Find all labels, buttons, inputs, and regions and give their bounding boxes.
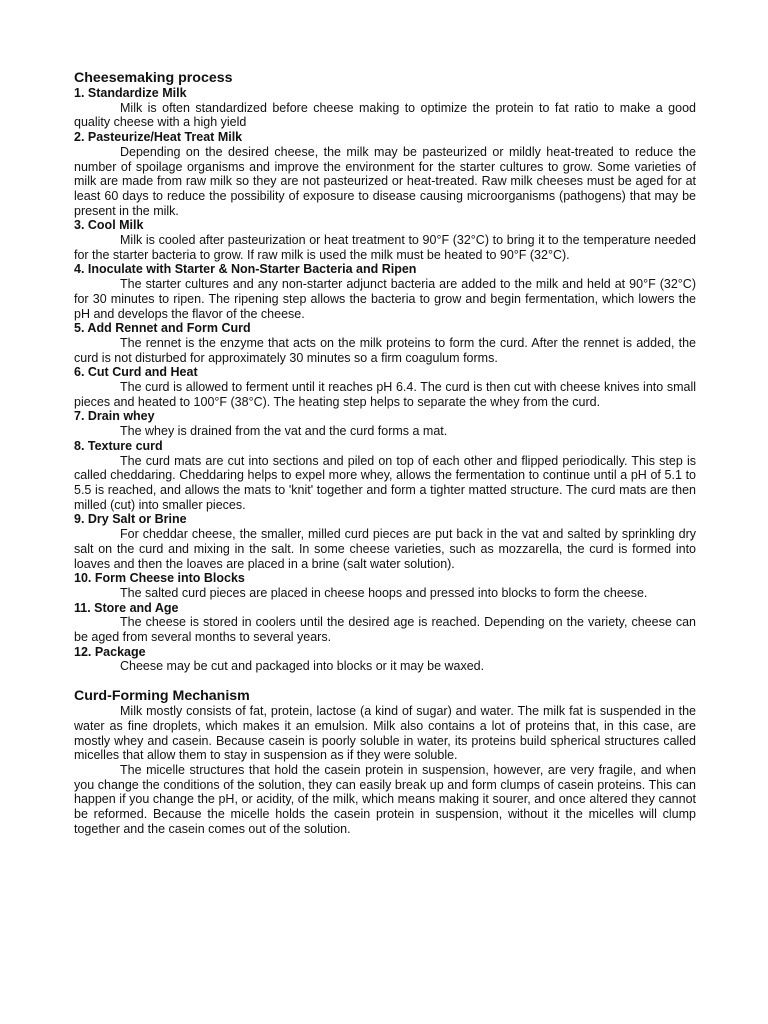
- step-body: The rennet is the enzyme that acts on the milk proteins to form the curd. After the rennet is added, the curd is not disturbed for approximately 30 minutes so a firm coagulum forms.: [74, 335, 696, 365]
- step-body: Milk is cooled after pasteurization or heat treatment to 90°F (32°C) to bring it to the temperature needed for the starter bacteria to grow. If raw milk is used the milk must be heated to 90°F (32°C).: [74, 233, 696, 262]
- step-10: [74, 571, 696, 600]
- step-body: The cheese is stored in coolers until the desired age is reached. Depending on the variety, cheese can be aged from several months to several years.: [74, 615, 696, 645]
- step-heading: 8. Texture curd: [74, 438, 163, 453]
- step-body: The salted curd pieces are placed in cheese hoops and pressed into blocks to form the cheese.: [120, 585, 648, 600]
- step-2: [74, 130, 696, 218]
- step-heading: 11. Store and Age: [74, 600, 179, 615]
- step-3: [74, 218, 696, 262]
- step-heading: 6. Cut Curd and Heat: [74, 365, 198, 380]
- step-6: [74, 365, 696, 409]
- step-body: Depending on the desired cheese, the milk may be pasteurized or mildly heat-treated to reduce the number of spoilage organisms and improve the environment for the starter cultures to grow. Some varieties of milk are made from raw milk so they are not pasteurized or heat-treated. Raw milk cheeses must be aged for at least 60 days to reduce the possibility of exposure to disease causing microorganisms (pathogens) that may be present in the milk.: [74, 144, 696, 218]
- section-title-curd-forming: Curd-Forming Mechanism: [74, 688, 250, 705]
- step-9: [74, 512, 696, 571]
- step-8: [74, 439, 696, 513]
- step-body: The starter cultures and any non-starter adjunct bacteria are added to the milk and held at 90°F (32°C) for 30 minutes to ripen. The ripening step allows the bacteria to grow and begin fermentation, which lowers the pH and develops the flavor of the cheese.: [74, 277, 696, 321]
- step-heading: 4. Inoculate with Starter & Non-Starter Bacteria and Ripen: [74, 262, 417, 277]
- step-heading: 10. Form Cheese into Blocks: [74, 571, 245, 586]
- step-body: The curd is allowed to ferment until it reaches pH 6.4. The curd is then cut with cheese knives into small pieces and heated to 100°F (38°C). The heating step helps to separate the whey from the curd.: [74, 380, 696, 409]
- step-11: [74, 601, 696, 645]
- step-heading: 3. Cool Milk: [74, 218, 144, 233]
- step-heading: 12. Package: [74, 644, 146, 659]
- curd-forming-section: [74, 688, 696, 836]
- step-7: [74, 409, 696, 438]
- step-body: The curd mats are cut into sections and piled on top of each other and flipped periodically. This step is called cheddaring. Cheddaring helps to expel more whey, allows the fermentation to continue until a pH of 5.1 to 5.5 is reached, and allows the mats to 'knit' together and form a tighter matted structure. The curd mats are then milled (cut) into smaller pieces.: [74, 453, 696, 512]
- step-body: Cheese may be cut and packaged into blocks or it may be waxed.: [120, 659, 485, 674]
- section-title-cheesemaking: Cheesemaking process: [74, 70, 233, 86]
- paragraph: The micelle structures that hold the casein protein in suspension, however, are very fragile, and when you change the conditions of the solution, they can easily break up and form clumps of casein proteins. This can happen if you change the pH, or acidity, of the milk, which means making it sourer, and once altered they cannot be reformed. Because the micelle holds the casein protein in suspension, without it the micelles will clump together and the casein comes out of the solution.: [74, 762, 696, 836]
- step-1: [74, 86, 696, 130]
- step-heading: 2. Pasteurize/Heat Treat Milk: [74, 130, 243, 145]
- step-heading: 5. Add Rennet and Form Curd: [74, 321, 251, 336]
- step-12: [74, 645, 696, 674]
- step-heading: 9. Dry Salt or Brine: [74, 512, 187, 527]
- step-body: The whey is drained from the vat and the curd forms a mat.: [120, 424, 448, 439]
- step-body: For cheddar cheese, the smaller, milled curd pieces are put back in the vat and salted by sprinkling dry salt on the curd and mixing in the salt. In some cheese varieties, such as mozzarella, the curd is formed into loaves and then the loaves are placed in a brine (salt water solution).: [74, 527, 696, 571]
- step-4: [74, 262, 696, 321]
- step-body: Milk is often standardized before cheese making to optimize the protein to fat ratio to make a good quality cheese with a high yield: [74, 100, 696, 130]
- step-heading: 7. Drain whey: [74, 409, 155, 424]
- paragraph: Milk mostly consists of fat, protein, lactose (a kind of sugar) and water. The milk fat is suspended in the water as fine droplets, which makes it an emulsion. Milk also contains a lot of proteins that, in this case, are mostly whey and casein. Because casein is poorly soluble in water, its proteins build spherical structures called micelles that allow them to stay in suspension as if they were soluble.: [74, 704, 696, 763]
- step-5: [74, 321, 696, 365]
- step-heading: 1. Standardize Milk: [74, 86, 187, 100]
